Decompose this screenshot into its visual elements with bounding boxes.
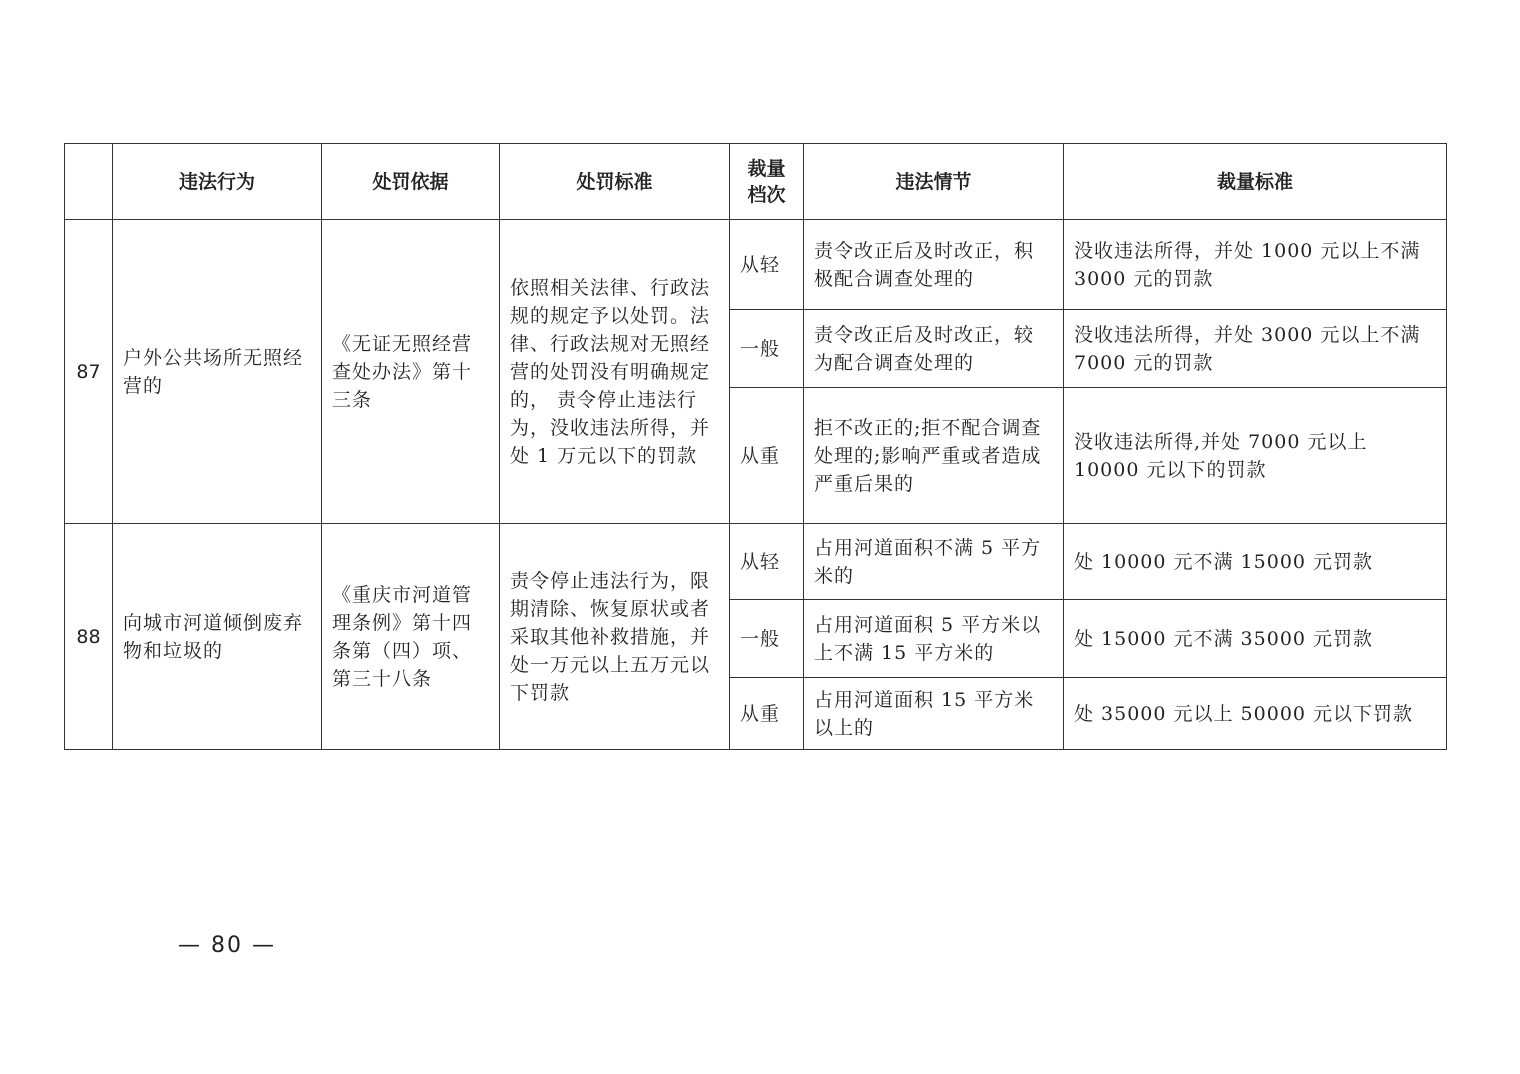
tier-discretion: 没收违法所得，并处 1000 元以上不满 3000 元的罚款 xyxy=(1064,220,1447,310)
table-row xyxy=(65,220,1447,310)
tier-level: 一般 xyxy=(730,310,804,388)
tier-discretion: 没收违法所得，并处 3000 元以上不满 7000 元的罚款 xyxy=(1064,310,1447,388)
header-circumstance: 违法情节 xyxy=(804,144,1064,220)
tier-circumstance: 责令改正后及时改正，较为配合调查处理的 xyxy=(804,310,1064,388)
tier-discretion: 处 15000 元不满 35000 元罚款 xyxy=(1064,600,1447,678)
record-standard: 责令停止违法行为，限期清除、恢复原状或者采取其他补救措施，并处一万元以上五万元以下罚款 xyxy=(500,524,730,750)
header-standard: 处罚标准 xyxy=(500,144,730,220)
record-standard: 依照相关法律、行政法规的规定予以处罚。法律、行政法规对无照经营的处罚没有明确规定的， 责令停止违法行为，没收违法所得，并处 1 万元以下的罚款 xyxy=(500,220,730,524)
record-violation: 向城市河道倾倒废弃物和垃圾的 xyxy=(113,524,322,750)
tier-discretion: 没收违法所得,并处 7000 元以上 10000 元以下的罚款 xyxy=(1064,388,1447,524)
page-number: — 80 — xyxy=(178,933,276,958)
penalty-discretion-table xyxy=(64,143,1447,750)
header-level: 裁量档次 xyxy=(730,144,804,220)
table-row xyxy=(65,524,1447,600)
header-discretion: 裁量标准 xyxy=(1064,144,1447,220)
header-basis: 处罚依据 xyxy=(322,144,500,220)
tier-level: 从轻 xyxy=(730,524,804,600)
tier-circumstance: 拒不改正的;拒不配合调查处理的;影响严重或者造成严重后果的 xyxy=(804,388,1064,524)
header-row xyxy=(65,144,1447,220)
tier-circumstance: 责令改正后及时改正，积极配合调查处理的 xyxy=(804,220,1064,310)
tier-level: 从轻 xyxy=(730,220,804,310)
tier-level: 从重 xyxy=(730,388,804,524)
header-violation: 违法行为 xyxy=(113,144,322,220)
tier-level: 一般 xyxy=(730,600,804,678)
record-number: 87 xyxy=(65,220,113,524)
record-basis: 《无证无照经营查处办法》第十三条 xyxy=(322,220,500,524)
record-basis: 《重庆市河道管理条例》第十四条第（四）项、第三十八条 xyxy=(322,524,500,750)
record-violation: 户外公共场所无照经营的 xyxy=(113,220,322,524)
tier-circumstance: 占用河道面积 15 平方米以上的 xyxy=(804,678,1064,750)
tier-discretion: 处 35000 元以上 50000 元以下罚款 xyxy=(1064,678,1447,750)
tier-discretion: 处 10000 元不满 15000 元罚款 xyxy=(1064,524,1447,600)
tier-circumstance: 占用河道面积 5 平方米以上不满 15 平方米的 xyxy=(804,600,1064,678)
record-number: 88 xyxy=(65,524,113,750)
header-index xyxy=(65,144,113,220)
tier-level: 从重 xyxy=(730,678,804,750)
tier-circumstance: 占用河道面积不满 5 平方米的 xyxy=(804,524,1064,600)
